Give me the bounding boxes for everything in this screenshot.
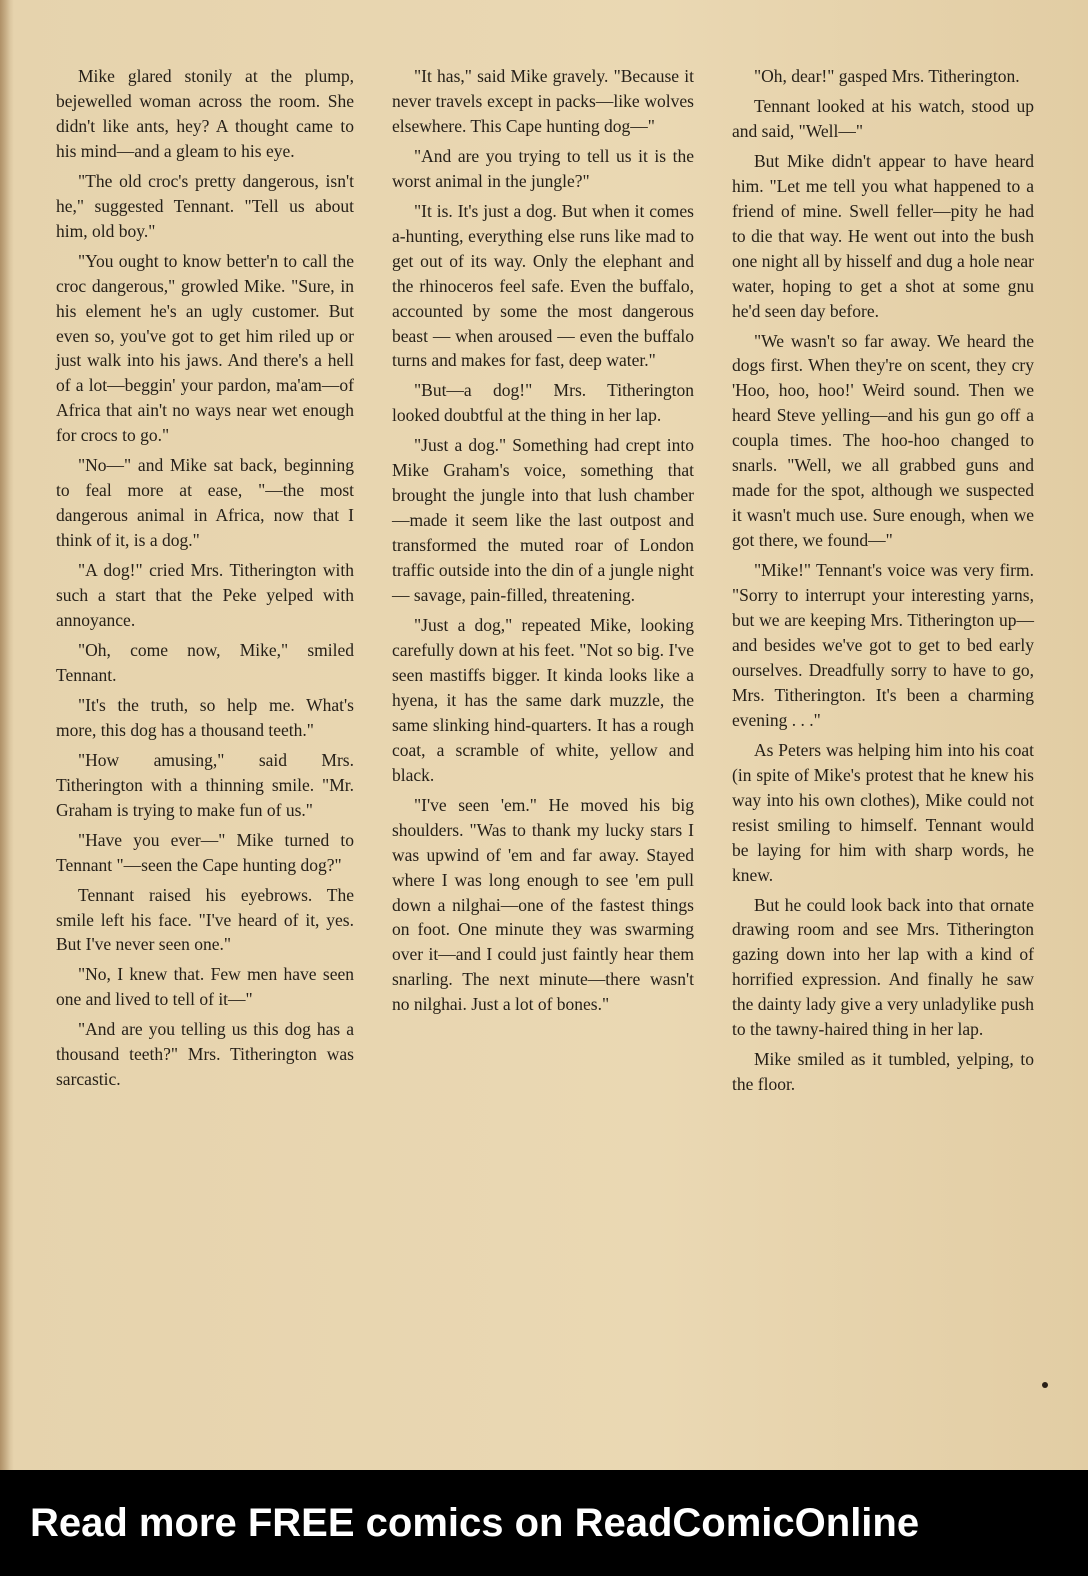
paragraph: "And are you trying to tell us it is the worst animal in the jungle?" xyxy=(392,145,694,191)
paragraph: "We wasn't so far away. We heard the dogs first. When they're on scent, they cry 'Hoo, hoo, hoo!' Weird sound. Then we heard Steve yelling—and his gun go off a coupla times. The hoo-hoo changed to snarls. "Well, we all grabbed guns and made for the spot, although we suspected it wasn't much use. Sure enough, when we got there, we found—" xyxy=(732,330,1034,551)
paragraph: "Mike!" Tennant's voice was very firm. "Sorry to interrupt your interesting yarns, but we are keeping Mrs. Titherington up—and besides we've got to get to bed early ourselves. Dreadfully sorry to have to go, Mrs. Titherington. It's been a charming evening . . ." xyxy=(732,560,1034,730)
text-column-3 xyxy=(732,64,1034,1097)
end-mark xyxy=(1042,1382,1048,1388)
paragraph: "It's the truth, so help me. What's more, this dog has a thousand teeth." xyxy=(56,694,354,740)
paragraph: "Just a dog." Something had crept into Mike Graham's voice, something that brought the jungle into that lush chamber—made it seem like the last outpost and transformed the muted roar of London traffic outside into the din of a jungle night — savage, pain-filled, threatening. xyxy=(392,435,694,606)
paragraph: "No, I knew that. Few men have seen one and lived to tell of it—" xyxy=(56,964,354,1010)
paragraph: "And are you telling us this dog has a thousand teeth?" Mrs. Titherington was sarcastic. xyxy=(56,1019,354,1090)
paragraph: "The old croc's pretty dangerous, isn't he," suggested Tennant. "Tell us about him, old boy." xyxy=(56,170,354,241)
paragraph: "Oh, come now, Mike," smiled Tennant. xyxy=(56,639,354,685)
paragraph: "You ought to know better'n to call the croc dangerous," growled Mike. "Sure, in his element he's an ugly customer. But even so, you've got to get him riled up or just walk into his jaws. And there's a hell of a lot—beggin' your pardon, ma'am—of Africa that ain't no ways near wet enough for crocs to go." xyxy=(56,250,354,446)
paragraph: But he could look back into that ornate drawing room and see Mrs. Titherington gazing down into her lap with a kind of horrified expression. And finally he saw the dainty lady give a very unladylike push to the tawny-haired thing in her lap. xyxy=(732,894,1034,1040)
text-column-1 xyxy=(56,64,354,1092)
paragraph: But Mike didn't appear to have heard him. "Let me tell you what happened to a friend of mine. Swell feller—pity he had to die that way. He went out into the bush one night all by hisself and dug a hole near water, hoping to get a shot at some gnu he'd seen day before. xyxy=(732,150,1034,321)
paragraph: "But—a dog!" Mrs. Titherington looked doubtful at the thing in her lap. xyxy=(392,380,694,426)
paragraph: "No—" and Mike sat back, beginning to feal more at ease, "—the most dangerous animal in Africa, now that I think of it, is a dog." xyxy=(56,455,354,551)
paragraph: Tennant raised his eyebrows. The smile left his face. "I've heard of it, yes. But I've never seen one." xyxy=(56,884,354,955)
footer-banner[interactable] xyxy=(0,1470,1088,1576)
paragraph: "It is. It's just a dog. But when it comes a-hunting, everything else runs like mad to get out of its way. Only the elephant and the rhinoceros feel safe. Even the buffalo, accounted by some the most dangerous beast — when aroused — even the buffalo turns and makes for fast, deep water." xyxy=(392,200,694,371)
paragraph: "Just a dog," repeated Mike, looking carefully down at his feet. "Not so big. I've seen mastiffs bigger. It kinda looks like a hyena, it has the same dark muzzle, the same slinking hind-quarters. It has a rough coat, a scramble of white, yellow and black. xyxy=(392,615,694,785)
paragraph: "I've seen 'em." He moved his big shoulders. "Was to thank my lucky stars I was upwind of 'em and far away. Stayed where I was long enough to see 'em pull down a nilghai—one of the fastest things on foot. One minute they was swarming over it—and I could just faintly hear them snarling. The next minute—there wasn't no nilghai. Just a lot of bones." xyxy=(392,794,694,1015)
paragraph: "It has," said Mike gravely. "Because it never travels except in packs—like wolves elsewhere. This Cape hunting dog—" xyxy=(392,66,694,136)
paragraph: "How amusing," said Mrs. Titherington with a thinning smile. "Mr. Graham is trying to make fun of us." xyxy=(56,749,354,820)
paragraph: Tennant looked at his watch, stood up and said, "Well—" xyxy=(732,95,1034,141)
paragraph: As Peters was helping him into his coat (in spite of Mike's protest that he knew his way into his own clothes), Mike could not resist smiling to himself. Tennant would be laying for him with sharp words, he knew. xyxy=(732,739,1034,885)
footer-banner-text[interactable]: Read more FREE comics on ReadComicOnline xyxy=(30,1500,920,1545)
text-column-2 xyxy=(392,64,694,1017)
paragraph: Mike smiled as it tumbled, yelping, to the floor. xyxy=(732,1049,1034,1095)
paragraph: "Oh, dear!" gasped Mrs. Titherington. xyxy=(754,66,1020,86)
paragraph: "Have you ever—" Mike turned to Tennant "—seen the Cape hunting dog?" xyxy=(56,829,354,875)
paragraph: "A dog!" cried Mrs. Titherington with such a start that the Peke yelped with annoyance. xyxy=(56,560,354,631)
paragraph: Mike glared stonily at the plump, bejewelled woman across the room. She didn't like ants, hey? A thought came to his mind—and a gleam to his eye. xyxy=(56,66,354,161)
